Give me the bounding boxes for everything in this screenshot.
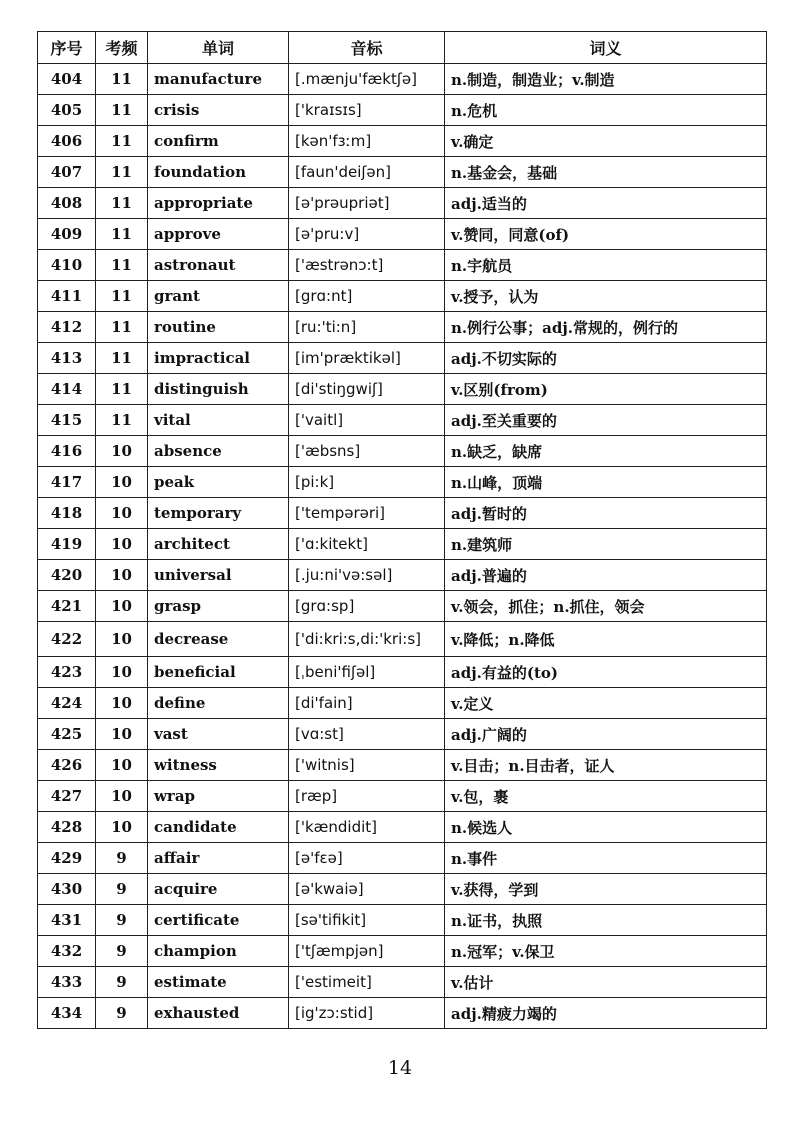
- cell-meaning: v.降低；n.降低: [445, 622, 767, 657]
- cell-meaning: adj.普遍的: [445, 560, 767, 591]
- cell-number: 419: [38, 529, 96, 560]
- cell-phonetic: [ræp]: [289, 781, 445, 812]
- cell-phonetic: ['vaitl]: [289, 405, 445, 436]
- cell-meaning: v.包，裹: [445, 781, 767, 812]
- cell-frequency: 11: [96, 374, 148, 405]
- cell-meaning: n.缺乏，缺席: [445, 436, 767, 467]
- table-row: [38, 657, 767, 688]
- cell-word: acquire: [148, 874, 289, 905]
- cell-number: 434: [38, 998, 96, 1029]
- cell-frequency: 10: [96, 498, 148, 529]
- cell-word: grasp: [148, 591, 289, 622]
- table-row: [38, 250, 767, 281]
- cell-phonetic: [ə'prəupriət]: [289, 188, 445, 219]
- header-frequency: 考频: [96, 32, 148, 64]
- cell-meaning: n.基金会，基础: [445, 157, 767, 188]
- cell-number: 408: [38, 188, 96, 219]
- cell-phonetic: [kən'fɜːm]: [289, 126, 445, 157]
- cell-meaning: v.定义: [445, 688, 767, 719]
- table-row: [38, 529, 767, 560]
- cell-number: 421: [38, 591, 96, 622]
- cell-frequency: 10: [96, 812, 148, 843]
- cell-word: impractical: [148, 343, 289, 374]
- cell-number: 413: [38, 343, 96, 374]
- cell-phonetic: [grɑ:nt]: [289, 281, 445, 312]
- header-meaning: 词义: [445, 32, 767, 64]
- cell-frequency: 9: [96, 905, 148, 936]
- cell-word: foundation: [148, 157, 289, 188]
- cell-number: 415: [38, 405, 96, 436]
- table-row: [38, 843, 767, 874]
- cell-frequency: 9: [96, 967, 148, 998]
- cell-word: universal: [148, 560, 289, 591]
- table-row: [38, 905, 767, 936]
- cell-meaning: adj.有益的(to): [445, 657, 767, 688]
- cell-word: champion: [148, 936, 289, 967]
- cell-phonetic: ['estimeit]: [289, 967, 445, 998]
- cell-word: crisis: [148, 95, 289, 126]
- cell-meaning: adj.不切实际的: [445, 343, 767, 374]
- table-row: [38, 343, 767, 374]
- table-row: [38, 781, 767, 812]
- table-row: [38, 688, 767, 719]
- cell-frequency: 11: [96, 95, 148, 126]
- cell-phonetic: [ə'fɛə]: [289, 843, 445, 874]
- cell-word: decrease: [148, 622, 289, 657]
- header-phonetic: 音标: [289, 32, 445, 64]
- cell-phonetic: ['kændidit]: [289, 812, 445, 843]
- cell-meaning: n.山峰，顶端: [445, 467, 767, 498]
- table-row: [38, 936, 767, 967]
- cell-phonetic: [ru:'ti:n]: [289, 312, 445, 343]
- cell-frequency: 10: [96, 591, 148, 622]
- cell-word: peak: [148, 467, 289, 498]
- cell-word: appropriate: [148, 188, 289, 219]
- cell-phonetic: [vɑ:st]: [289, 719, 445, 750]
- cell-phonetic: ['witnis]: [289, 750, 445, 781]
- cell-word: confirm: [148, 126, 289, 157]
- table-row: [38, 157, 767, 188]
- cell-number: 428: [38, 812, 96, 843]
- table-row: [38, 591, 767, 622]
- table-row: [38, 874, 767, 905]
- cell-number: 420: [38, 560, 96, 591]
- cell-phonetic: [grɑ:sp]: [289, 591, 445, 622]
- cell-word: grant: [148, 281, 289, 312]
- cell-phonetic: [ig'zɔ:stid]: [289, 998, 445, 1029]
- table-row: [38, 219, 767, 250]
- cell-number: 423: [38, 657, 96, 688]
- cell-meaning: n.冠军；v.保卫: [445, 936, 767, 967]
- cell-word: estimate: [148, 967, 289, 998]
- cell-word: manufacture: [148, 64, 289, 95]
- cell-meaning: n.证书，执照: [445, 905, 767, 936]
- cell-phonetic: ['æstrənɔ:t]: [289, 250, 445, 281]
- cell-word: temporary: [148, 498, 289, 529]
- cell-meaning: n.候选人: [445, 812, 767, 843]
- cell-word: candidate: [148, 812, 289, 843]
- table-row: [38, 750, 767, 781]
- table-row: [38, 998, 767, 1029]
- cell-frequency: 10: [96, 436, 148, 467]
- table-row: [38, 312, 767, 343]
- cell-number: 426: [38, 750, 96, 781]
- cell-frequency: 9: [96, 843, 148, 874]
- cell-word: vast: [148, 719, 289, 750]
- vocabulary-table: [37, 31, 767, 1029]
- cell-phonetic: [.mænju'fæktʃə]: [289, 64, 445, 95]
- cell-number: 412: [38, 312, 96, 343]
- cell-meaning: v.获得，学到: [445, 874, 767, 905]
- table-header-row: [38, 32, 767, 64]
- cell-number: 406: [38, 126, 96, 157]
- cell-number: 422: [38, 622, 96, 657]
- cell-frequency: 11: [96, 126, 148, 157]
- cell-meaning: n.制造，制造业；v.制造: [445, 64, 767, 95]
- cell-meaning: n.宇航员: [445, 250, 767, 281]
- cell-word: wrap: [148, 781, 289, 812]
- cell-meaning: v.赞同，同意(of): [445, 219, 767, 250]
- cell-number: 411: [38, 281, 96, 312]
- cell-phonetic: [ə'pru:v]: [289, 219, 445, 250]
- cell-meaning: n.建筑师: [445, 529, 767, 560]
- cell-phonetic: [.ju:ni'və:səl]: [289, 560, 445, 591]
- cell-frequency: 10: [96, 657, 148, 688]
- cell-number: 405: [38, 95, 96, 126]
- cell-frequency: 11: [96, 157, 148, 188]
- cell-phonetic: ['kraɪsɪs]: [289, 95, 445, 126]
- cell-frequency: 11: [96, 64, 148, 95]
- cell-frequency: 11: [96, 312, 148, 343]
- cell-word: distinguish: [148, 374, 289, 405]
- cell-meaning: adj.暂时的: [445, 498, 767, 529]
- cell-meaning: adj.至关重要的: [445, 405, 767, 436]
- cell-word: routine: [148, 312, 289, 343]
- cell-word: exhausted: [148, 998, 289, 1029]
- cell-meaning: v.确定: [445, 126, 767, 157]
- cell-number: 431: [38, 905, 96, 936]
- cell-frequency: 10: [96, 719, 148, 750]
- cell-meaning: n.事件: [445, 843, 767, 874]
- cell-phonetic: [im'præktikəl]: [289, 343, 445, 374]
- cell-number: 430: [38, 874, 96, 905]
- cell-frequency: 9: [96, 998, 148, 1029]
- cell-word: astronaut: [148, 250, 289, 281]
- cell-word: approve: [148, 219, 289, 250]
- cell-frequency: 10: [96, 560, 148, 591]
- table-row: [38, 95, 767, 126]
- table-row: [38, 126, 767, 157]
- cell-word: affair: [148, 843, 289, 874]
- table-row: [38, 467, 767, 498]
- cell-number: 427: [38, 781, 96, 812]
- header-word: 单词: [148, 32, 289, 64]
- cell-meaning: v.领会，抓住；n.抓住，领会: [445, 591, 767, 622]
- table-row: [38, 281, 767, 312]
- table-row: [38, 405, 767, 436]
- cell-word: absence: [148, 436, 289, 467]
- cell-meaning: v.区别(from): [445, 374, 767, 405]
- cell-number: 418: [38, 498, 96, 529]
- cell-phonetic: ['tempərəri]: [289, 498, 445, 529]
- header-number: 序号: [38, 32, 96, 64]
- table-row: [38, 812, 767, 843]
- cell-frequency: 10: [96, 529, 148, 560]
- table-row: [38, 560, 767, 591]
- cell-phonetic: ['ɑ:kitekt]: [289, 529, 445, 560]
- cell-number: 417: [38, 467, 96, 498]
- cell-phonetic: [faun'deiʃən]: [289, 157, 445, 188]
- cell-meaning: n.危机: [445, 95, 767, 126]
- cell-word: architect: [148, 529, 289, 560]
- cell-frequency: 10: [96, 622, 148, 657]
- cell-number: 410: [38, 250, 96, 281]
- cell-number: 414: [38, 374, 96, 405]
- cell-meaning: adj.广阔的: [445, 719, 767, 750]
- cell-phonetic: [ə'kwaiə]: [289, 874, 445, 905]
- cell-number: 409: [38, 219, 96, 250]
- cell-number: 424: [38, 688, 96, 719]
- cell-frequency: 11: [96, 281, 148, 312]
- cell-frequency: 9: [96, 874, 148, 905]
- cell-phonetic: ['tʃæmpjən]: [289, 936, 445, 967]
- cell-phonetic: [di'fain]: [289, 688, 445, 719]
- cell-phonetic: [pi:k]: [289, 467, 445, 498]
- cell-number: 407: [38, 157, 96, 188]
- table-row: [38, 967, 767, 998]
- cell-frequency: 10: [96, 750, 148, 781]
- table-row: [38, 64, 767, 95]
- cell-phonetic: [sə'tifikit]: [289, 905, 445, 936]
- cell-meaning: adj.精疲力竭的: [445, 998, 767, 1029]
- cell-frequency: 10: [96, 781, 148, 812]
- table-body: [38, 64, 767, 1029]
- table-row: [38, 374, 767, 405]
- cell-word: certificate: [148, 905, 289, 936]
- cell-word: vital: [148, 405, 289, 436]
- cell-meaning: adj.适当的: [445, 188, 767, 219]
- cell-frequency: 11: [96, 405, 148, 436]
- page-number: 14: [387, 1057, 413, 1079]
- cell-number: 404: [38, 64, 96, 95]
- table-row: [38, 188, 767, 219]
- cell-frequency: 11: [96, 343, 148, 374]
- cell-number: 416: [38, 436, 96, 467]
- cell-word: define: [148, 688, 289, 719]
- cell-number: 425: [38, 719, 96, 750]
- cell-frequency: 11: [96, 219, 148, 250]
- cell-frequency: 9: [96, 936, 148, 967]
- table-row: [38, 498, 767, 529]
- cell-meaning: n.例行公事；adj.常规的，例行的: [445, 312, 767, 343]
- cell-phonetic: ['di:kri:s,di:'kri:s]: [289, 622, 445, 657]
- cell-phonetic: [ˌbeni'fiʃəl]: [289, 657, 445, 688]
- cell-meaning: v.估计: [445, 967, 767, 998]
- cell-meaning: v.授予，认为: [445, 281, 767, 312]
- cell-word: beneficial: [148, 657, 289, 688]
- cell-number: 432: [38, 936, 96, 967]
- cell-phonetic: ['æbsns]: [289, 436, 445, 467]
- cell-frequency: 11: [96, 250, 148, 281]
- table-row: [38, 719, 767, 750]
- cell-frequency: 10: [96, 688, 148, 719]
- table-row: [38, 436, 767, 467]
- cell-frequency: 10: [96, 467, 148, 498]
- cell-word: witness: [148, 750, 289, 781]
- cell-meaning: v.目击；n.目击者，证人: [445, 750, 767, 781]
- cell-number: 429: [38, 843, 96, 874]
- cell-number: 433: [38, 967, 96, 998]
- cell-frequency: 11: [96, 188, 148, 219]
- table-row: [38, 622, 767, 657]
- cell-phonetic: [di'stiŋgwiʃ]: [289, 374, 445, 405]
